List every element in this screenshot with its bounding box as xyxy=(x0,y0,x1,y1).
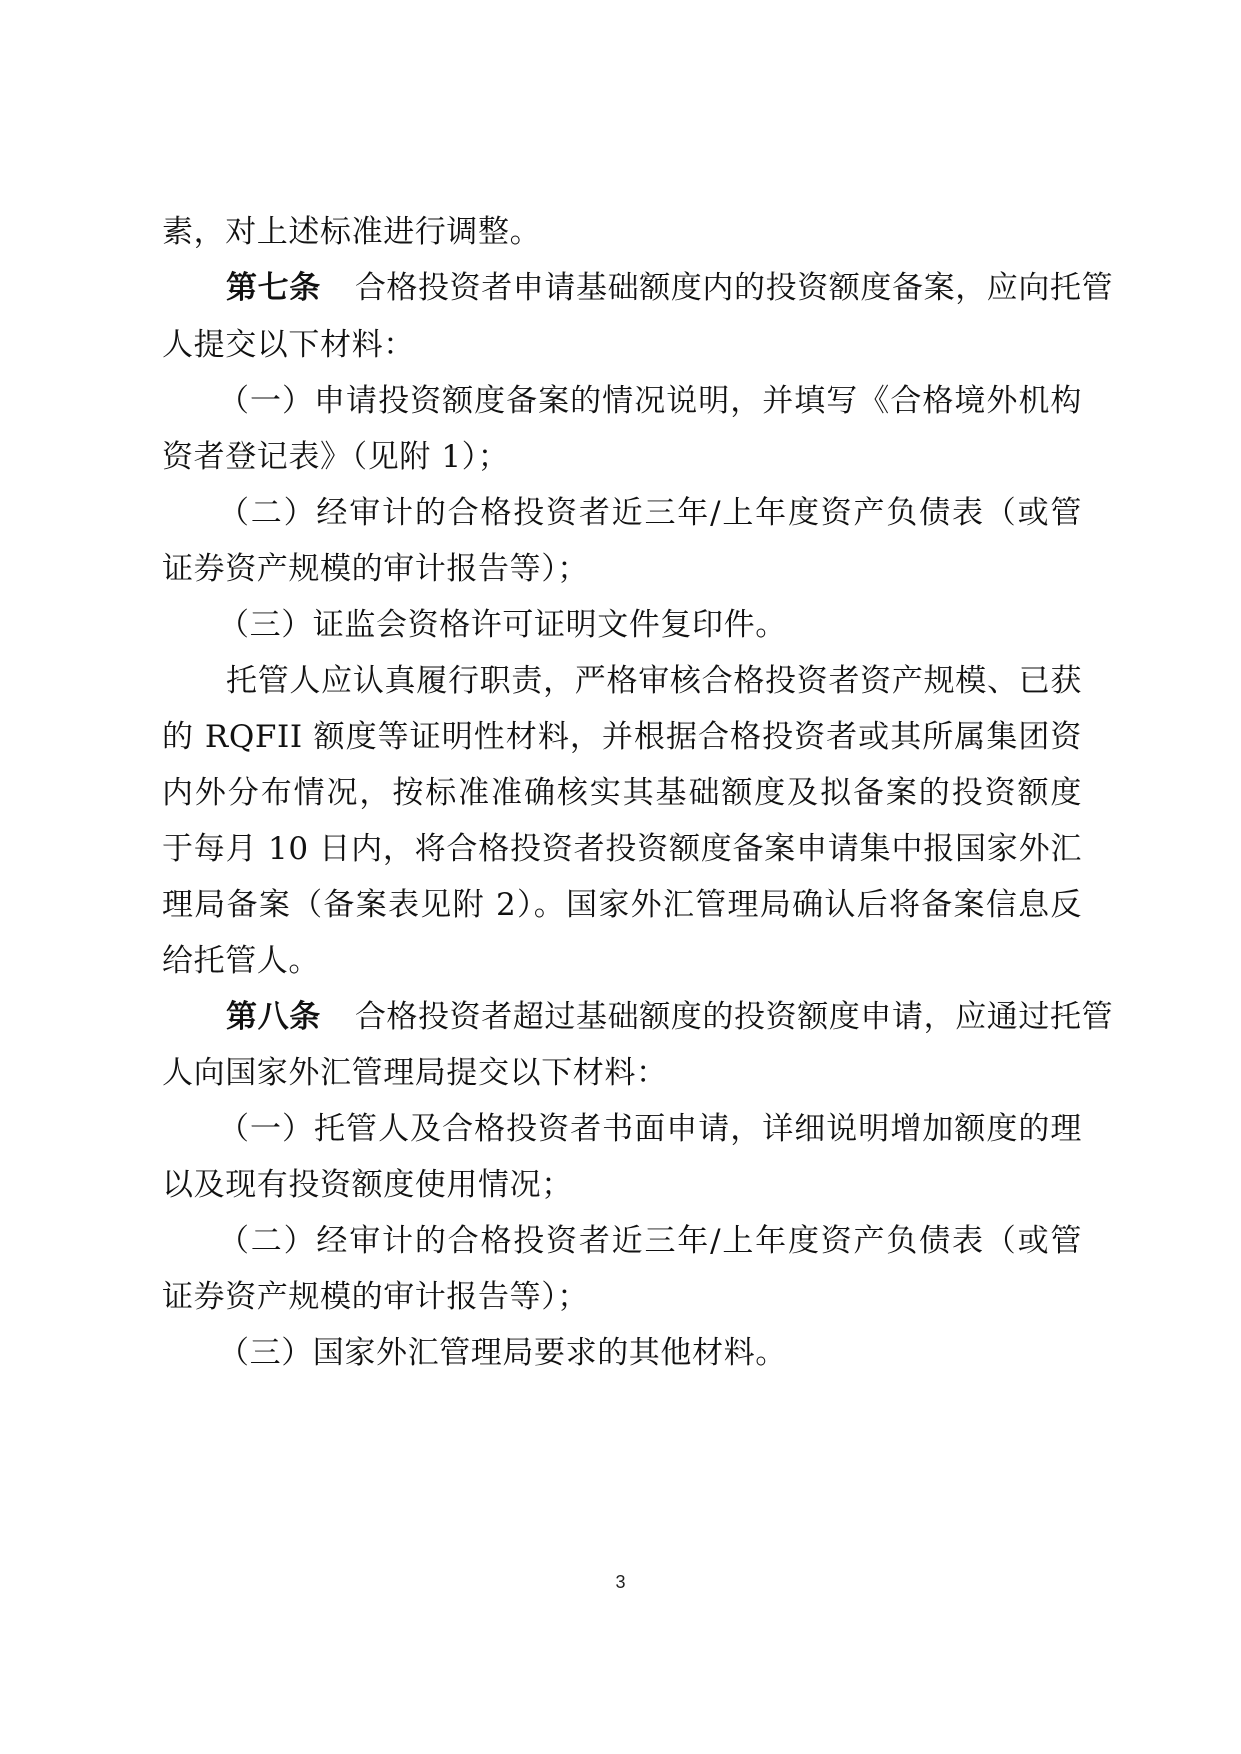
line-text: 资者登记表》（见附 1）； xyxy=(162,439,510,475)
text-line: （二）经审计的合格投资者近三年/上年度资产负债表（或管 xyxy=(218,1223,1082,1259)
text-line xyxy=(162,325,1082,365)
text-line xyxy=(162,1165,1082,1205)
text-line: 的 RQFII 额度等证明性材料，并根据合格投资者或其所属集团资 xyxy=(162,719,1082,755)
article-7-first-line xyxy=(226,268,1114,308)
line-text: 人提交以下材料： xyxy=(162,327,415,363)
text-line xyxy=(162,1053,1082,1093)
text-line xyxy=(162,941,1082,981)
text-line xyxy=(162,437,1082,477)
line-text: 证券资产规模的审计报告等）； xyxy=(162,551,589,587)
article-8-first-line xyxy=(226,997,1114,1037)
text-line xyxy=(162,1277,1082,1317)
text-line: 托管人应认真履行职责，严格审核合格投资者资产规模、已获 xyxy=(226,663,1082,699)
article-8-heading: 第八条 xyxy=(226,999,321,1035)
line-text: 以及现有投资额度使用情况； xyxy=(162,1167,573,1203)
text-line: （二）经审计的合格投资者近三年/上年度资产负债表（或管 xyxy=(218,495,1082,531)
page-number: 3 xyxy=(615,1572,626,1592)
line-text: 人向国家外汇管理局提交以下材料： xyxy=(162,1055,668,1091)
text-line xyxy=(162,549,1082,589)
line-text: （三）证监会资格许可证明文件复印件。 xyxy=(218,607,787,643)
text-line: 理局备案（备案表见附 2）。国家外汇管理局确认后将备案信息反 xyxy=(162,887,1082,923)
text-line: （一）申请投资额度备案的情况说明，并填写《合格境外机构 xyxy=(218,383,1082,419)
text-line xyxy=(218,605,1082,645)
line-text: 合格投资者申请基础额度内的投资额度备案，应向托管 xyxy=(354,270,1114,306)
text-line xyxy=(218,1333,1082,1373)
text-line: （一）托管人及合格投资者书面申请，详细说明增加额度的理 xyxy=(218,1111,1082,1147)
text-line: 于每月 10 日内，将合格投资者投资额度备案申请集中报国家外汇 xyxy=(162,831,1082,867)
line-text: 素，对上述标准进行调整。 xyxy=(162,214,542,250)
line-text: 合格投资者超过基础额度的投资额度申请，应通过托管 xyxy=(354,999,1114,1035)
line-text: （三）国家外汇管理局要求的其他材料。 xyxy=(218,1335,787,1371)
line-text: 给托管人。 xyxy=(162,943,320,979)
text-line xyxy=(162,212,1082,252)
text-line: 内外分布情况，按标准准确核实其基础额度及拟备案的投资额度 xyxy=(162,775,1082,811)
article-7-heading: 第七条 xyxy=(226,270,321,306)
line-text: 证券资产规模的审计报告等）； xyxy=(162,1279,589,1315)
